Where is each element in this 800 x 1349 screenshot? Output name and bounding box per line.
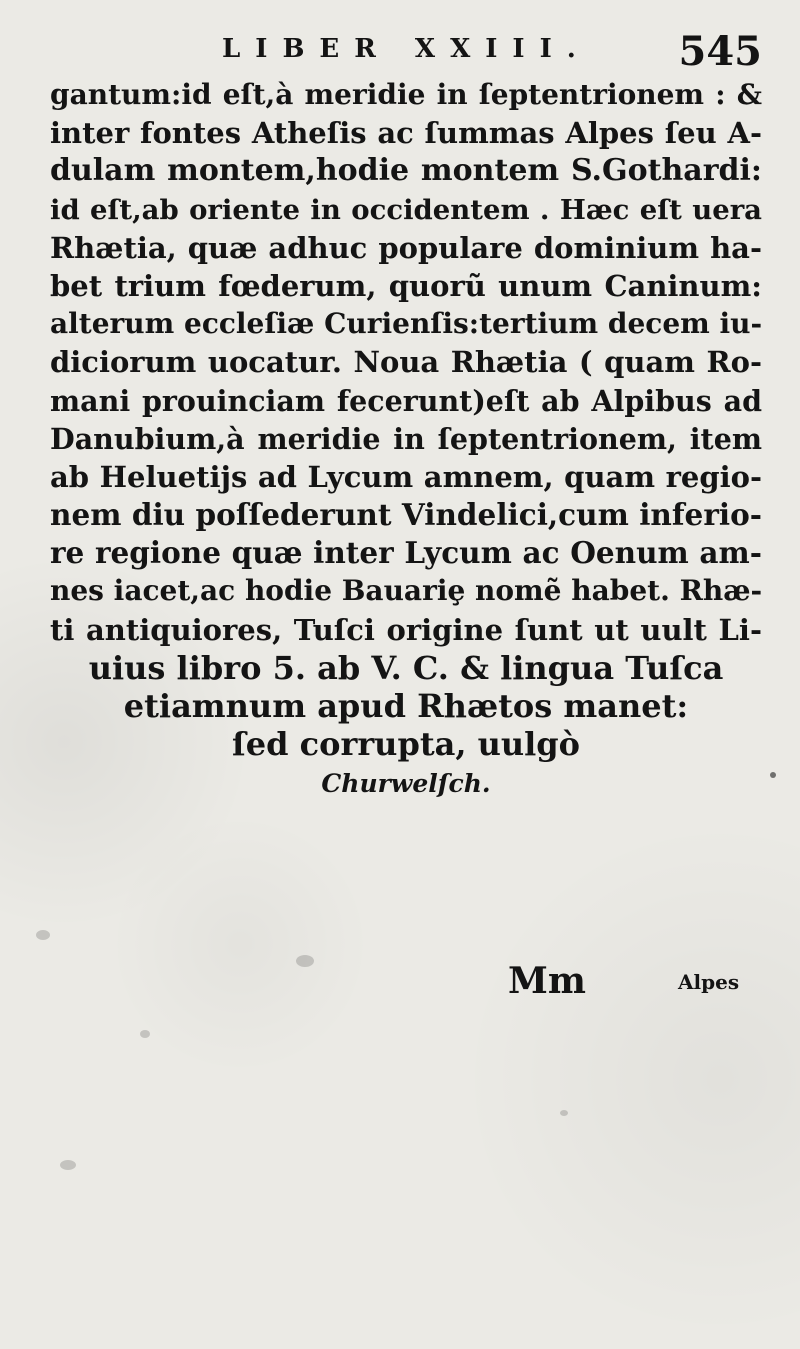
text-line: re regione quæ inter Lycum ac Oenum am-: [50, 535, 762, 571]
text-line: ſed corrupta, uulgò: [231, 725, 581, 764]
running-head: LIBER XXIII.: [222, 34, 591, 64]
text-line: ab Heluetiјs ad Lycum amnem, quam regio-: [50, 459, 762, 494]
text-line: Danubium,à meridie in ſeptentrionem, item: [50, 421, 762, 456]
text-line: gantum:id eſt,à meridie in ſeptentrionem : &: [50, 78, 762, 111]
page-number: 545: [678, 28, 762, 75]
text-line: ti antiquiores, Tuſci origine ſunt ut uult Li-: [50, 612, 762, 647]
text-line: inter fontes Atheſis ac ſummas Alpes ſeu A-: [50, 116, 762, 151]
page-header: [0, 28, 800, 76]
text-line: alterum eccleſiæ Curienſis:tertium decem iu-: [50, 307, 763, 341]
catchword: Alpes: [678, 970, 740, 994]
paper-speck: [140, 1030, 150, 1038]
text-line: id eſt,ab oriente in occidentem . Hæc eſt uera: [50, 193, 762, 226]
text-line: uius libro 5. ab V. C. & lingua Tuſca: [88, 648, 724, 687]
signature-mark: Mm: [508, 960, 586, 1002]
body-text: [50, 76, 762, 805]
text-line: bet trium fœderum, quorũ unum Caninum:: [50, 268, 762, 303]
text-line: nes iacet,ac hodie Bauariȩ nomẽ habet. Rhæ-: [50, 574, 763, 608]
text-line: etiamnum apud Rhætos manet:: [123, 687, 689, 725]
paper-speck: [36, 930, 50, 940]
paper-speck: [770, 772, 776, 778]
paper-speck: [60, 1160, 76, 1170]
text-line: dulam montem,hodie montem S.Gothardi:: [50, 153, 762, 189]
text-line: nem diu poſſederunt Vindelici,cum inferio-: [50, 497, 762, 533]
page-footer: [0, 960, 800, 1010]
text-line: Churwelſch.: [321, 769, 491, 799]
text-line: diciorum uocatur. Noua Rhætia ( quam Ro-: [50, 345, 762, 380]
text-line: Rhætia, quæ adhuc populare dominium ha-: [50, 230, 762, 265]
text-line: mani prouinciam fecerunt)eſt ab Alpibus ad: [50, 383, 762, 418]
paper-speck: [560, 1110, 568, 1116]
